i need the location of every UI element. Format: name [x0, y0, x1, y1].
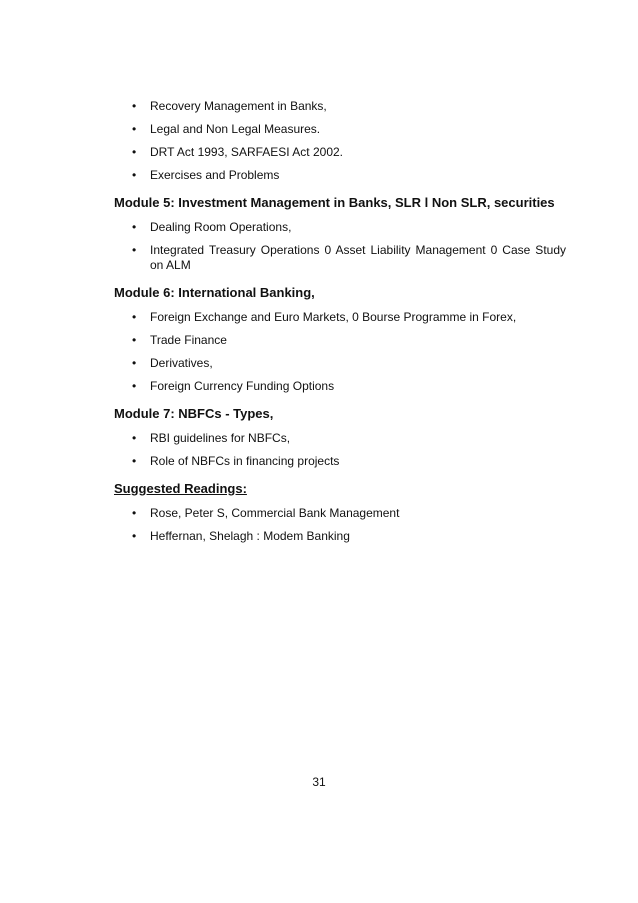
list-item: • Recovery Management in Banks, [132, 99, 327, 113]
bullet-icon: • [132, 454, 137, 468]
list-item: • Exercises and Problems [132, 168, 280, 182]
bullet-icon: • [132, 243, 137, 257]
suggested-readings-heading: Suggested Readings: [114, 481, 247, 496]
list-item: • Legal and Non Legal Measures. [132, 122, 321, 136]
bullet-icon: • [132, 333, 137, 347]
bullet-icon: • [132, 379, 137, 393]
readings-list [114, 506, 566, 544]
intro-list [114, 99, 566, 183]
bullet-icon: • [132, 431, 137, 445]
module-7-list [114, 431, 566, 469]
list-item: • DRT Act 1993, SARFAESI Act 2002. [132, 145, 343, 159]
bullet-icon: • [132, 529, 137, 543]
list-item: • Foreign Exchange and Euro Markets, 0 Bourse Programme in Forex, [132, 310, 517, 324]
list-item: • Trade Finance [132, 333, 227, 347]
bullet-icon: • [132, 168, 137, 182]
module-5-list [114, 220, 566, 273]
module-5-heading: Module 5: Investment Management in Banks, SLR l Non SLR, securities [114, 195, 555, 210]
list-item: • Dealing Room Operations, [132, 220, 292, 234]
page-content [114, 99, 566, 552]
list-item: • Role of NBFCs in financing projects [132, 454, 340, 468]
list-item: • Integrated Treasury Operations 0 Asset Liability Management 0 Case Study on ALM [132, 243, 566, 272]
module-6-heading: Module 6: International Banking, [114, 285, 315, 300]
module-7-heading: Module 7: NBFCs - Types, [114, 406, 274, 421]
list-item: • Foreign Currency Funding Options [132, 379, 335, 393]
bullet-icon: • [132, 310, 137, 324]
list-item: • Rose, Peter S, Commercial Bank Management [132, 506, 400, 520]
page-number: 31 [312, 775, 326, 789]
bullet-icon: • [132, 145, 137, 159]
bullet-icon: • [132, 99, 137, 113]
bullet-icon: • [132, 506, 137, 520]
list-item: • Derivatives, [132, 356, 213, 370]
module-6-list [114, 310, 566, 394]
list-item: • RBI guidelines for NBFCs, [132, 431, 291, 445]
list-item: • Heffernan, Shelagh : Modem Banking [132, 529, 350, 543]
bullet-icon: • [132, 220, 137, 234]
bullet-icon: • [132, 356, 137, 370]
bullet-icon: • [132, 122, 137, 136]
